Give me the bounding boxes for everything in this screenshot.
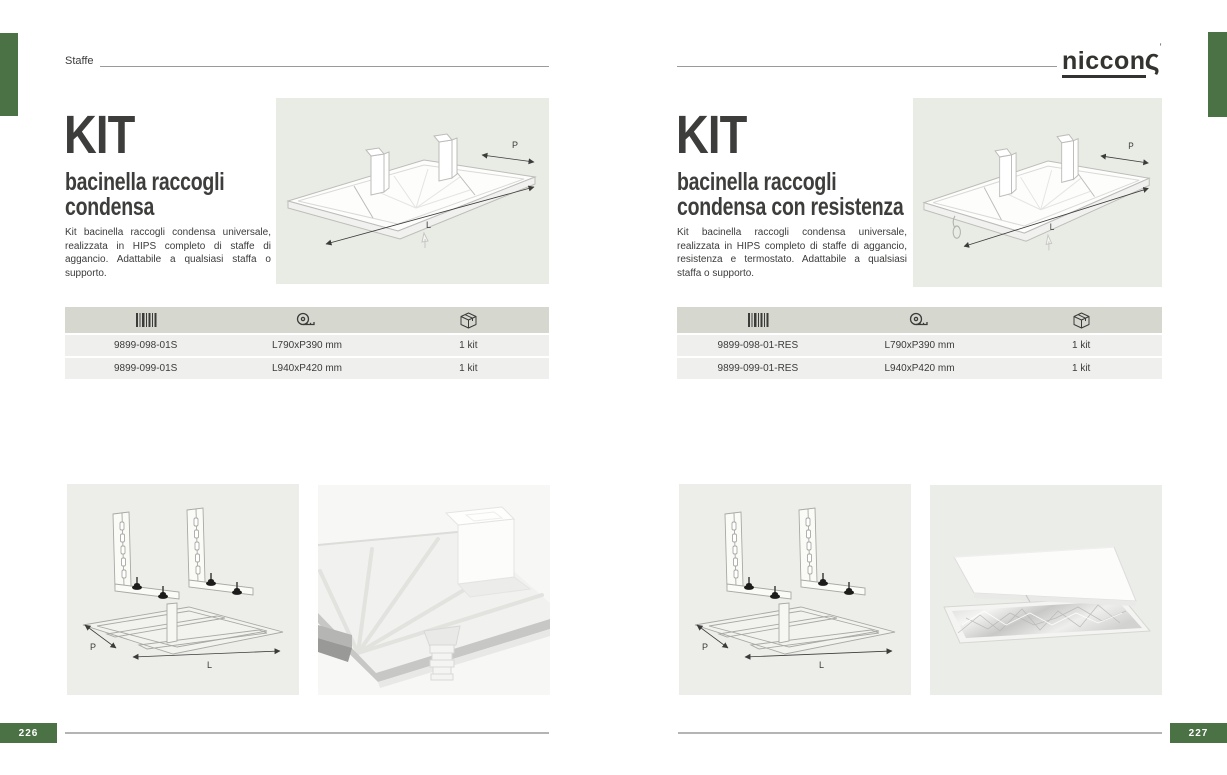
tray-diagram: [276, 98, 549, 284]
product-code: 9899-098-01-RES: [717, 340, 799, 351]
tray-closeup-photo: [318, 485, 550, 695]
depth-label: P: [512, 140, 519, 150]
left-header-rule: [100, 66, 549, 67]
right-page-number: 227: [1170, 723, 1227, 743]
right-header-rule: [677, 66, 1057, 67]
barcode-icon: [677, 313, 839, 327]
left-product-subtitle-line1: bacinella raccogli: [65, 168, 225, 196]
table-row: [677, 358, 1162, 379]
left-top-product-image: [276, 98, 549, 284]
section-label: Staffe: [65, 55, 94, 67]
product-quantity: 1 kit: [459, 363, 478, 374]
table-row: [65, 335, 549, 356]
left-product-subtitle-line2: condensa: [65, 193, 155, 221]
product-dimensions: L940xP420 mm: [884, 363, 955, 374]
bracket-diagram: [679, 484, 911, 695]
left-tray-closeup-image: [318, 485, 550, 695]
right-product-title: KIT: [676, 105, 747, 165]
product-dimensions: L790xP390 mm: [271, 340, 343, 351]
right-edge-accent-strip: [1208, 32, 1227, 117]
left-bracket-image: [67, 484, 299, 695]
bracket-diagram: [67, 484, 299, 695]
length-label: L: [207, 660, 213, 670]
depth-label: P: [702, 642, 709, 652]
right-bracket-image: [679, 484, 911, 695]
product-dimensions: L940xP420 mm: [271, 363, 343, 374]
right-resistance-foil-image: [930, 485, 1162, 695]
barcode-icon: [65, 313, 226, 327]
product-quantity: 1 kit: [459, 340, 478, 351]
left-page-number: 226: [0, 723, 57, 743]
left-footer-rule: [65, 732, 549, 734]
table-row: [677, 335, 1162, 356]
product-quantity: 1 kit: [1072, 363, 1091, 374]
depth-label: P: [90, 642, 97, 652]
right-product-subtitle-line2: condensa con resistenza: [677, 193, 904, 221]
length-label: L: [1049, 221, 1055, 233]
right-product-description: Kit bacinella raccogli condensa universale, realizzata in HIPS completo di staffe di aggancio, resistenza e termostato. Adattabile a qualsiasi staffa o supporto.: [677, 227, 907, 279]
right-top-product-image: [913, 98, 1162, 287]
right-footer-rule: [678, 732, 1162, 734]
tape-measure-icon: [226, 312, 387, 328]
depth-label: P: [1128, 140, 1134, 151]
left-product-description: Kit bacinella raccogli condensa universale, realizzata in HIPS completo di staffe di aggancio. Adattabile a qualsiasi staffa o supporto.: [65, 227, 271, 279]
product-dimensions: L790xP390 mm: [884, 340, 955, 351]
product-quantity: 1 kit: [1072, 340, 1091, 351]
length-label: L: [426, 220, 432, 230]
right-product-subtitle-line1: bacinella raccogli: [677, 168, 837, 196]
left-table-header: [65, 307, 549, 333]
left-product-title: KIT: [64, 105, 135, 165]
tray-with-heater-diagram: [913, 98, 1162, 287]
product-code: 9899-099-01-RES: [717, 363, 799, 374]
table-row: [65, 358, 549, 379]
left-edge-accent-strip: [0, 33, 18, 116]
brand-logo: [1062, 44, 1162, 77]
right-product-table: [677, 307, 1162, 379]
package-icon: [388, 312, 549, 329]
right-table-header: [677, 307, 1162, 333]
product-code: 9899-099-01S: [113, 363, 178, 374]
trademark-mark: ’: [1159, 42, 1162, 52]
product-code: 9899-098-01S: [113, 340, 178, 351]
tape-measure-icon: [839, 312, 1001, 328]
length-label: L: [819, 660, 825, 670]
package-icon: [1000, 312, 1162, 329]
resistance-foil-photo: [930, 485, 1162, 695]
left-product-table: [65, 307, 549, 379]
brand-logo-s: ς: [1144, 44, 1160, 76]
brand-logo-text: niccon: [1062, 47, 1146, 78]
